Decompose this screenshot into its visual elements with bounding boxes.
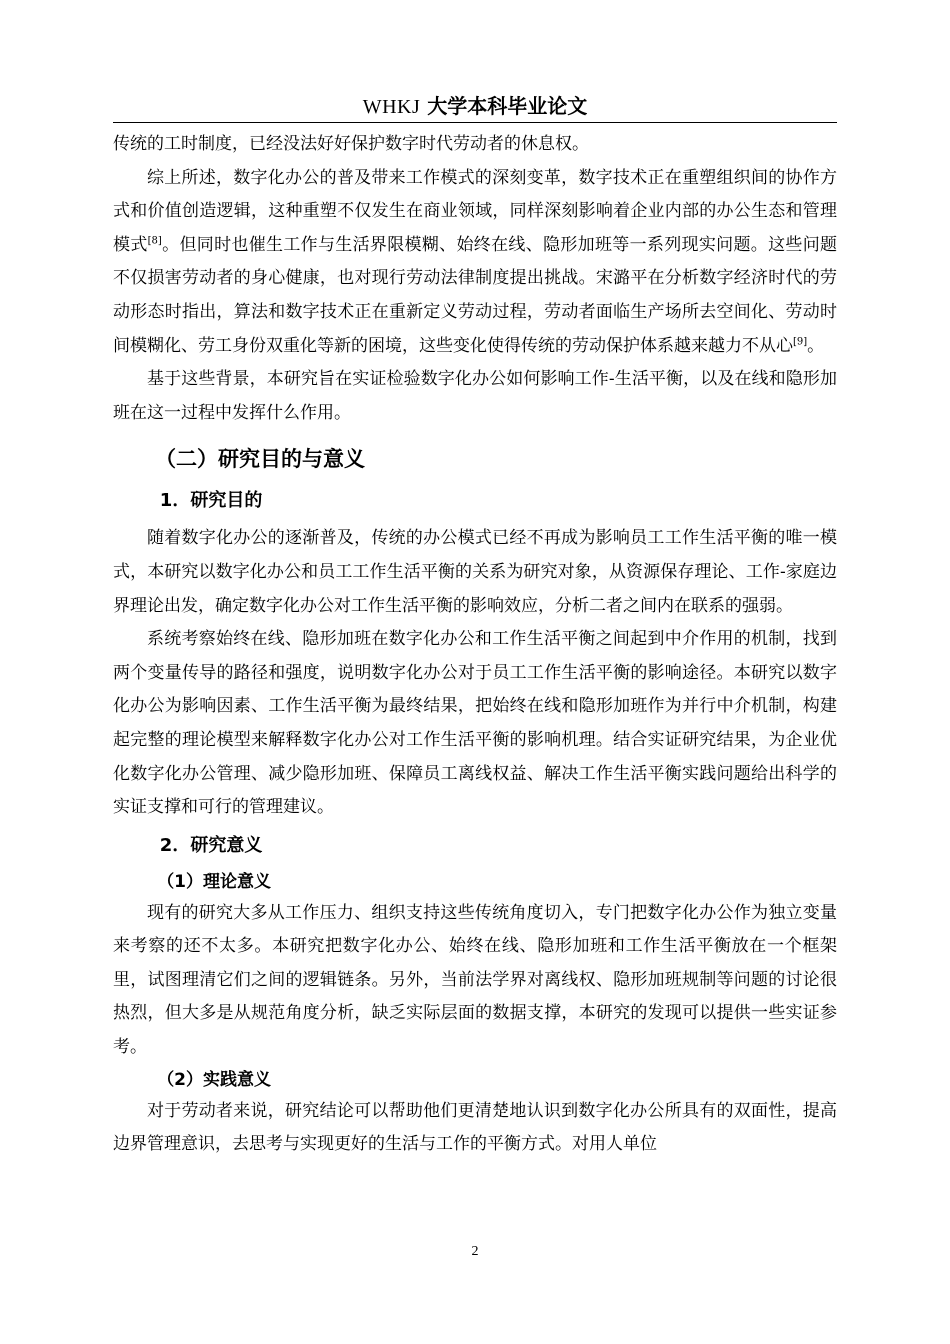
document-body: [113, 128, 837, 1162]
paragraph-text: 。: [807, 335, 825, 356]
paragraph-summary: [113, 162, 837, 364]
section-heading: （二）研究目的与意义: [155, 447, 365, 472]
paragraph-text: 综上所述，数字化办公的普及带来工作模式的深刻变革，数字技术正在重塑组织间的协作方式和价值创造逻辑，这种重塑不仅发生在商业领域，同样深刻影响着企业内部的办公生态和管理模式: [113, 167, 837, 255]
subsection-heading-purpose: 1．研究目的: [159, 490, 263, 512]
paragraph-practice: 对于劳动者来说，研究结论可以帮助他们更清楚地认识到数字化办公所具有的双面性，提高边界管理意识，去思考与实现更好的生活与工作的平衡方式。对用人单位: [113, 1100, 837, 1155]
header-divider: [113, 122, 837, 123]
heading-practice: （2）实践意义: [157, 1069, 272, 1090]
paragraph-text: 。但同时也催生工作与生活界限模糊、始终在线、隐形加班等一系列现实问题。这些问题不仅损害劳动者的身心健康，也对现行劳动法律制度提出挑战。宋潞平在分析数字经济时代的劳动形态时指出，算法和数字技术正在重新定义劳动过程，劳动者面临生产场所去空间化、劳动时间模糊化、劳工身份双重化等新的困境，这些变化使得传统的劳动保护体系越来越力不从心: [113, 234, 838, 356]
subsection-heading-significance: 2．研究意义: [159, 834, 263, 856]
citation-ref: [9]: [793, 335, 808, 347]
page-number: 2: [471, 1244, 479, 1259]
paragraph-purpose-1: 随着数字化办公的逐渐普及，传统的办公模式已经不再成为影响员工工作生活平衡的唯一模式，本研究以数字化办公和员工工作生活平衡的关系为研究对象，从资源保存理论、工作-家庭边界理论出发，确定数字化办公对工作生活平衡的影响效应，分析二者之间内在联系的强弱。: [113, 528, 837, 616]
paragraph-purpose-2: 系统考察始终在线、隐形加班在数字化办公和工作生活平衡之间起到中介作用的机制，找到两个变量传导的路径和强度，说明数字化办公对于员工工作生活平衡的影响途径。本研究以数字化办公为影响因素、工作生活平衡为最终结果，把始终在线和隐形加班作为并行中介机制，构建起完整的理论模型来解释数字化办公对工作生活平衡的影响机理。结合实证研究结果，为企业优化数字化办公管理、减少隐形加班、保障员工离线权益、解决工作生活平衡实践问题给出科学的实证支撑和可行的管理建议。: [113, 629, 837, 818]
heading-theory: （1）理论意义: [157, 871, 272, 892]
page-header: [113, 92, 837, 121]
paragraph-continuation: 传统的工时制度，已经没法好好保护数字时代劳动者的休息权。: [113, 134, 589, 154]
citation-ref: [8]: [147, 235, 162, 247]
paragraph-theory: 现有的研究大多从工作压力、组织支持这些传统角度切入，专门把数字化办公作为独立变量来考察的还不太多。本研究把数字化办公、始终在线、隐形加班和工作生活平衡放在一个框架里，试图理清它们之间的逻辑链条。另外，当前法学界对离线权、隐形加班规制等问题的讨论很热烈，但大多是从规范角度分析，缺乏实际层面的数据支撑，本研究的发现可以提供一些实证参考。: [113, 902, 837, 1058]
header-title: 大学本科毕业论文: [427, 94, 588, 118]
paragraph-background: 基于这些背景，本研究旨在实证检验数字化办公如何影响工作-生活平衡，以及在线和隐形加班在这一过程中发挥什么作用。: [113, 369, 837, 423]
header-brand: WHKJ: [362, 96, 421, 118]
